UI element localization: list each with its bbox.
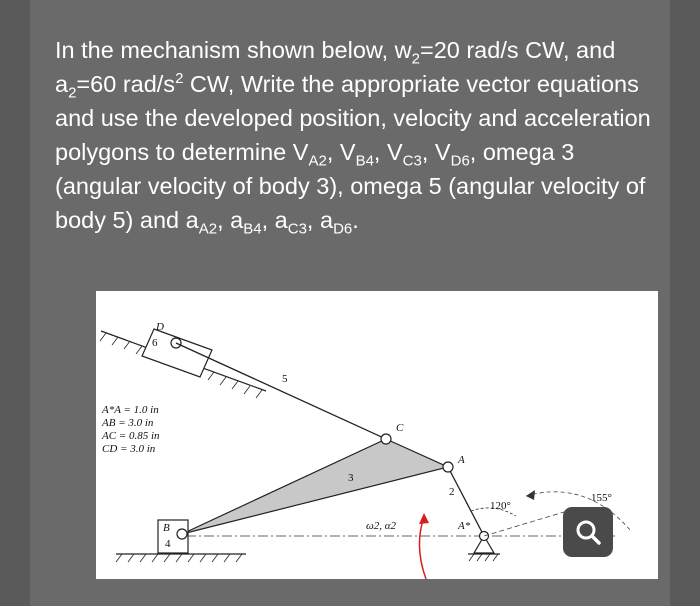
label-omega-alpha: ω2, α2 <box>366 520 397 532</box>
dim-2: AB = 3.0 in <box>102 417 154 429</box>
link-3-triangle <box>182 439 448 534</box>
bottom-ground <box>116 554 246 562</box>
dimension-list <box>101 404 160 455</box>
slider-block-6 <box>142 321 212 377</box>
label-d: D <box>156 321 164 333</box>
label-b: B <box>163 522 170 534</box>
label-a: A <box>458 454 465 466</box>
direction-line <box>484 509 574 536</box>
question-text: In the mechanism shown below, $w_2=20$ rad/s CW, and $a_2=60$ rad/$s^2$ CW, Write the appropriate vector equations and use the developed position, velocity and acceleration polygons to determine $V_{A2}$, $V_{B4}$, $V_{C3}$, $V_{D6}$, omega 3 (angular velocity of body 3), omega 5 (angular velocity of body 5) and $a_{A2}$, $a_{B4}$, $a_{C3}$, $a_{D6}$. <box>55 37 651 238</box>
link-5 <box>176 343 386 439</box>
label-3: 3 <box>348 472 354 484</box>
label-155: 155° <box>591 492 612 504</box>
dim-4: CD = 3.0 in <box>102 443 156 455</box>
label-4: 4 <box>165 538 171 550</box>
label-astar: A* <box>458 520 471 532</box>
label-2: 2 <box>449 486 455 498</box>
pin-b <box>177 529 187 539</box>
label-120: 120° <box>490 500 511 512</box>
pin-a <box>443 462 453 472</box>
zoom-button[interactable] <box>563 507 613 557</box>
omega-arrow <box>366 513 429 579</box>
dim-3: AC = 0.85 in <box>102 430 160 442</box>
slider-block-4 <box>158 520 188 553</box>
dim-1: A*A = 1.0 in <box>102 404 159 416</box>
pin-c <box>381 434 391 444</box>
search-icon <box>573 517 603 547</box>
label-5: 5 <box>282 373 288 385</box>
arc-155-arrowhead <box>526 490 535 500</box>
label-6: 6 <box>152 337 158 349</box>
label-c: C <box>396 422 404 434</box>
